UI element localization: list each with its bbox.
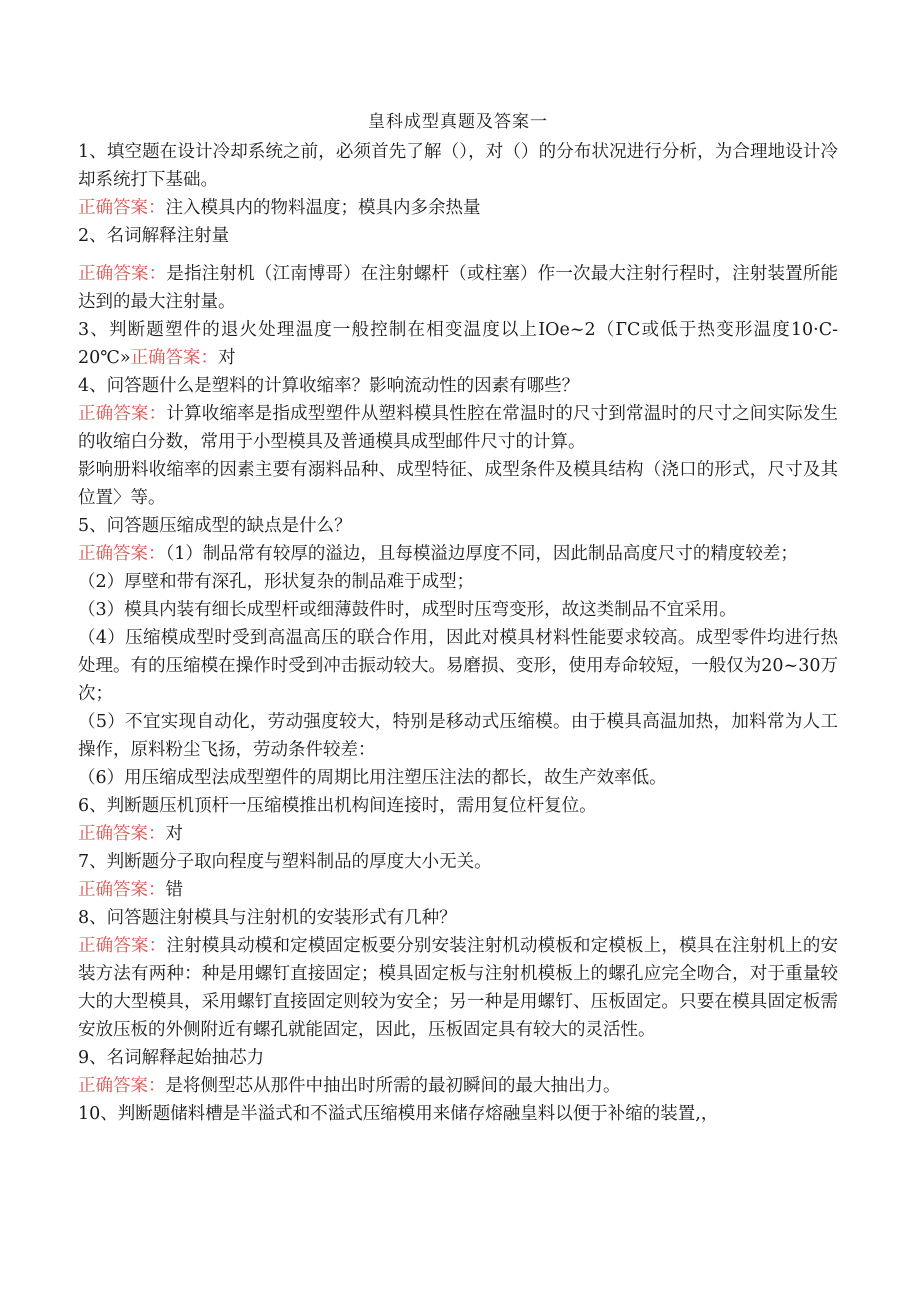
answer-3-text: 对 <box>218 348 236 368</box>
answer-1-text: 注入模具内的物料温度；模具内多余热量 <box>165 198 481 218</box>
question-3-text: 3、判断题塑件的退火处理温度一般控制在相变温度以上IOe~2（ГC或低于热变形温度10·C-20℃» <box>78 320 838 368</box>
answer-5-item: （6）用压缩成型法成型塑件的周期比用注塑压注法的都长，故生产效率低。 <box>78 768 667 788</box>
answer-5-item: （2）厚壁和带有深孔，形状复杂的制品难于成型； <box>78 572 475 592</box>
answer-4 <box>78 400 838 456</box>
document-page <box>78 108 838 1128</box>
question-1: 1、填空题在设计冷却系统之前，必须首先了解（），对（）的分布状况进行分析，为合理地设计冷却系统打下基础。 <box>78 142 838 190</box>
answer-5-item: （5）不宜实现自动化，劳动强度较大，特别是移动式压缩模。由于模具高温加热，加料常为人工操作，原料粉尘飞扬，劳动条件较差： <box>78 712 838 760</box>
answer-9-text: 是将侧型芯从那件中抽出时所需的最初瞬间的最大抽出力。 <box>165 1076 621 1096</box>
answer-label: 正确答案： <box>78 404 167 424</box>
answer-5-text: （1）制品常有较厚的溢边，且每模溢边厚度不同，因此制品高度尺寸的精度较差； <box>165 544 798 564</box>
answer-5 <box>78 540 838 568</box>
answer-label: 正确答案： <box>130 348 219 368</box>
answer-label: 正确答案： <box>78 198 166 218</box>
answer-label: 正确答案： <box>78 824 166 844</box>
question-2: 2、名词解释注射量 <box>78 226 230 246</box>
question-3 <box>78 316 838 372</box>
question-6: 6、判断题压机顶杆一压缩模推出机构间连接时，需用复位杆复位。 <box>78 796 597 816</box>
answer-8 <box>78 932 838 1044</box>
answer-7-text: 错 <box>165 880 183 900</box>
question-9: 9、名词解释起始抽芯力 <box>78 1048 265 1068</box>
answer-9 <box>78 1072 838 1100</box>
answer-label: 正确答案： <box>78 544 166 564</box>
question-7: 7、判断题分子取向程度与塑料制品的厚度大小无关。 <box>78 852 492 872</box>
answer-6 <box>78 820 838 848</box>
question-10: 10、判断题储料槽是半溢式和不溢式压缩模用来储存熔融皇料以便于补缩的装置,， <box>78 1104 719 1124</box>
question-5: 5、问答题压缩成型的缺点是什么？ <box>78 516 352 536</box>
answer-label: 正确答案： <box>78 1076 166 1096</box>
answer-1 <box>78 194 838 222</box>
answer-6-text: 对 <box>165 824 183 844</box>
question-8: 8、问答题注射模具与注射机的安装形式有几种？ <box>78 908 457 928</box>
answer-8-text: 注射模具动模和定模固定板要分别安装注射机动模板和定模板上，模具在注射机上的安装方法有两种：种是用螺钉直接固定；模具固定板与注射机模板上的螺孔应完全吻合，对于重量较大的大型模具，采用螺钉直接固定则较为安全；另一种是用螺钉、压板固定。只要在模具固定板需安放压板的外侧附近有螺孔就能固定，因此，压板固定具有较大的灵活性。 <box>78 936 839 1040</box>
answer-4-extra: 影响册料收缩率的因素主要有溺料品种、成型特征、成型条件及模具结构（浇口的形式，尺寸及其位置〉等。 <box>78 460 838 508</box>
answer-5-item: （4）压缩模成型时受到高温高压的联合作用，因此对模具材料性能要求较高。成型零件均进行热处理。有的压缩模在操作时受到冲击振动较大。易磨损、变形，使用寿命较短，一般仅为20~30万次； <box>78 628 838 704</box>
document-title: 皇科成型真题及答案一 <box>368 112 548 132</box>
question-4: 4、问答题什么是塑料的计算收缩率？影响流动性的因素有哪些？ <box>78 376 580 396</box>
answer-5-item: （3）模具内装有细长成型杆或细薄鼓件时，成型时压弯变形，故这类制品不宜采用。 <box>78 600 737 620</box>
answer-label: 正确答案： <box>78 880 166 900</box>
answer-2 <box>78 260 838 316</box>
answer-2-text: 是指注射机（江南博哥）在注射螺杆（或柱塞）作一次最大注射行程时，注射装置所能达到的最大注射量。 <box>78 264 839 312</box>
answer-label: 正确答案： <box>78 936 167 956</box>
answer-label: 正确答案： <box>78 264 167 284</box>
answer-4-text: 计算收缩率是指成型塑件从塑料模具性腔在常温时的尺寸到常温时的尺寸之间实际发生的收缩白分数，常用于小型模具及普通模具成型邮件尺寸的计算。 <box>78 404 839 452</box>
answer-7 <box>78 876 838 904</box>
